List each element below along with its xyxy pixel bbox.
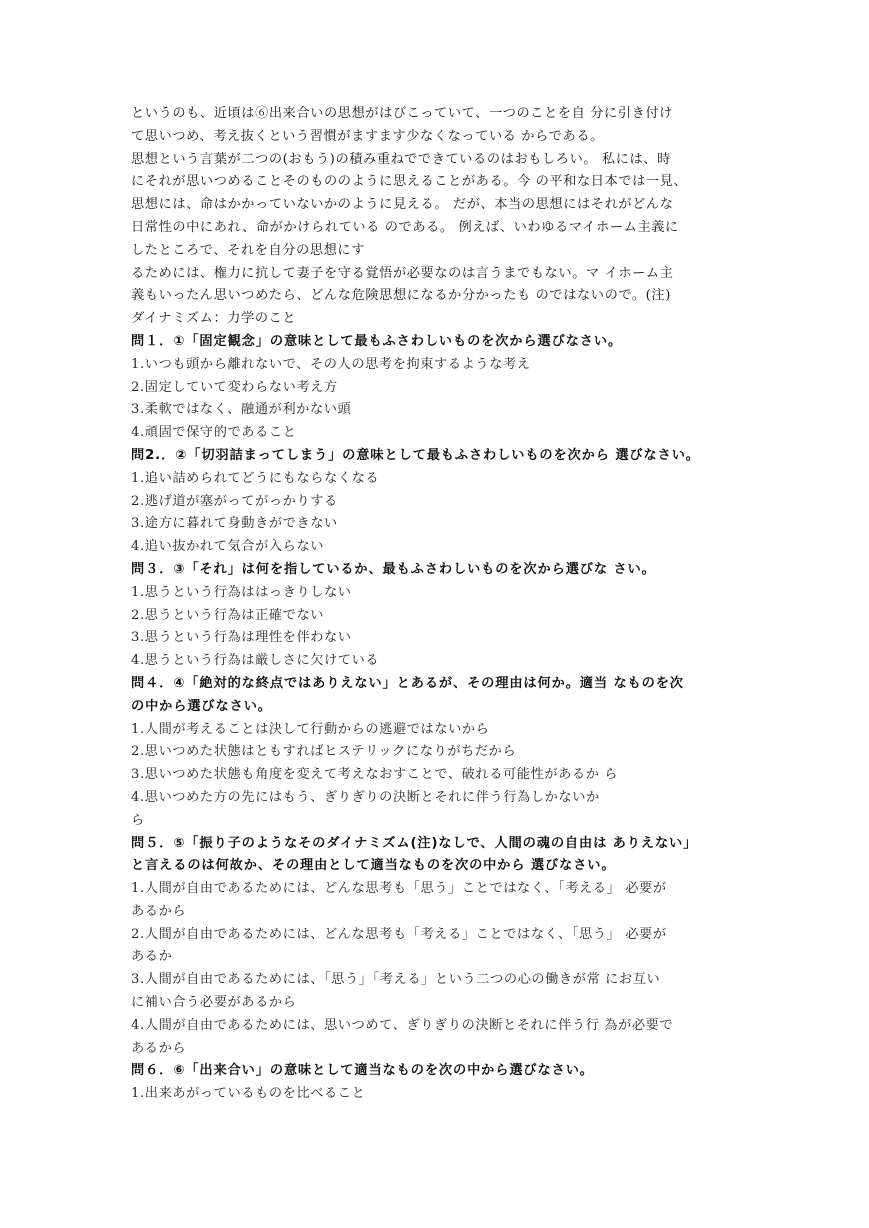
passage-line: というのも、近頃は⑥出来合いの思想がはびこっていて、一つのことを自 分に引き付け — [131, 106, 673, 121]
answer-option-line: 1.追い詰められてどうにもならなくなる — [131, 470, 380, 486]
question-block — [131, 673, 741, 833]
answer-option-line: 1.思うという行為ははっきりしない — [131, 584, 352, 600]
question-block — [131, 331, 741, 445]
passage-line: ダイナミズム：力学のこと — [131, 311, 297, 327]
answer-option — [131, 627, 741, 650]
question-heading: の中から選びなさい。 — [131, 698, 272, 714]
answer-option-line: 1.いつも頭から離れないで、その人の思考を拘束するような考え — [131, 356, 531, 372]
passage-line: 思想には、命はかかっていないかのように見える。 だが、本当の思想にはそれがどんな — [131, 197, 674, 213]
answer-option-line: 4.追い抜かれて気合が入らない — [131, 539, 325, 555]
answer-option-line: 3.人間が自由であるためには、「思う」「考える」という二つの心の働きが常 にお互い — [131, 972, 661, 988]
answer-option — [131, 741, 741, 764]
passage-line: にそれが思いつめることそのもののように思えることがある。今 の平和な日本では一見、 — [131, 174, 688, 190]
passage-line: るためには、権力に抗して妻子を守る覚悟が必要なのは言うまでもない。マ イホーム主 — [131, 265, 674, 281]
answer-option — [131, 536, 741, 559]
answer-option — [131, 468, 741, 491]
document-page — [131, 103, 741, 1106]
answer-option — [131, 605, 741, 628]
answer-option-line: 2.人間が自由であるためには、どんな思考も「考える」ことではなく、「思う」 必要が — [131, 926, 667, 942]
answer-option — [131, 513, 741, 536]
answer-option — [131, 422, 741, 445]
answer-option-line: 2.思いつめた状態はともすればヒステリックになりがちだから — [131, 744, 517, 760]
answer-option-line: 3.柔軟ではなく、融通が利かない頭 — [131, 402, 352, 418]
answer-option — [131, 377, 741, 400]
answer-option-line: 4.思うという行為は厳しさに欠けている — [131, 653, 380, 669]
answer-option-line: 4.頑固で保守的であること — [131, 425, 297, 441]
question-heading: 問４．④「絶対的な終点ではありえない」とあるが、その理由は何か。適当 なものを次 — [131, 675, 684, 691]
answer-option — [131, 764, 741, 787]
answer-option-line: 4.思いつめた方の先にはもう、ぎりぎりの決断とそれに伴う行為しかないか — [131, 789, 600, 805]
answer-option — [131, 491, 741, 514]
question-list — [131, 331, 741, 1106]
answer-option — [131, 719, 741, 742]
answer-option-line: 3.思いつめた状態も角度を変えて考えなおすことで、破れる可能性があるか ら — [131, 767, 619, 783]
answer-option — [131, 650, 741, 673]
question-heading: 問５．⑤「振り子のようなそのダイナミズム(注)なしで、人間の魂の自由は ありえない」 — [131, 835, 698, 851]
question-heading: 問３．③「それ」は何を指しているか、最もふさわしいものを次から選びな さい。 — [131, 561, 656, 577]
question-block — [131, 1060, 741, 1106]
answer-option-line: に補い合う必要があるから — [131, 995, 297, 1011]
answer-option-line: 3.途方に暮れて身動きができない — [131, 516, 338, 532]
passage-line: 思想という言葉が二つの(おもう)の積み重ねでできているのはおもしろい。 私には、時 — [131, 151, 671, 167]
answer-option-line: 2.逃げ道が塞がってがっかりする — [131, 493, 338, 509]
question-block — [131, 833, 741, 1061]
passage-line: て思いつめ、考え抜くという習慣がますます少なくなっている からである。 — [131, 128, 604, 144]
answer-option-line: 1.人間が考えることは決して行動からの逃避ではないから — [131, 721, 490, 737]
answer-option-line: 1.出来あがっているものを比べること — [131, 1086, 366, 1102]
answer-option — [131, 399, 741, 422]
answer-option-line: あるか — [131, 949, 173, 965]
answer-option — [131, 969, 741, 1015]
answer-option — [131, 1015, 741, 1061]
question-heading: と言えるのは何故か、その理由として適当なものを次の中から 選びなさい。 — [131, 858, 616, 874]
answer-option — [131, 354, 741, 377]
question-block — [131, 445, 741, 559]
answer-option-line: あるから — [131, 1040, 187, 1056]
answer-option-line: 4.人間が自由であるためには、思いつめて、ぎりぎりの決断とそれに伴う行 為が必要で — [131, 1017, 674, 1033]
answer-option-line: 2.思うという行為は正確でない — [131, 607, 325, 623]
question-heading: 問１．①「固定観念」の意味として最もふさわしいものを次から選びなさい。 — [131, 333, 623, 349]
answer-option — [131, 878, 741, 924]
answer-option — [131, 924, 741, 970]
answer-option-line: ら — [131, 812, 145, 828]
passage-line: したところで、それを自分の思想にす — [131, 242, 365, 258]
answer-option — [131, 1083, 741, 1106]
answer-option-line: 2.固定していて変わらない考え方 — [131, 379, 338, 395]
answer-option-line: 3.思うという行為は理性を伴わない — [131, 630, 352, 646]
question-block — [131, 559, 741, 673]
passage — [131, 103, 741, 331]
answer-option — [131, 787, 741, 833]
answer-option — [131, 582, 741, 605]
question-heading: 問2.．②「切羽詰まってしまう」の意味として最もふさわしいものを次から 選びなさい。 — [131, 447, 700, 463]
passage-line: 義もいったん思いつめたら、どんな危険思想になるか分かったも のではないので。(注) — [131, 288, 671, 304]
passage-line: 日常性の中にあれ、命がかけられている のである。 例えば、いわゆるマイホーム主義に — [131, 219, 679, 235]
answer-option-line: あるから — [131, 903, 187, 919]
answer-option-line: 1.人間が自由であるためには、どんな思考も「思う」ことではなく、「考える」 必要が — [131, 881, 667, 897]
question-heading: 問６．⑥「出来合い」の意味として適当なものを次の中から選びなさい。 — [131, 1063, 594, 1079]
